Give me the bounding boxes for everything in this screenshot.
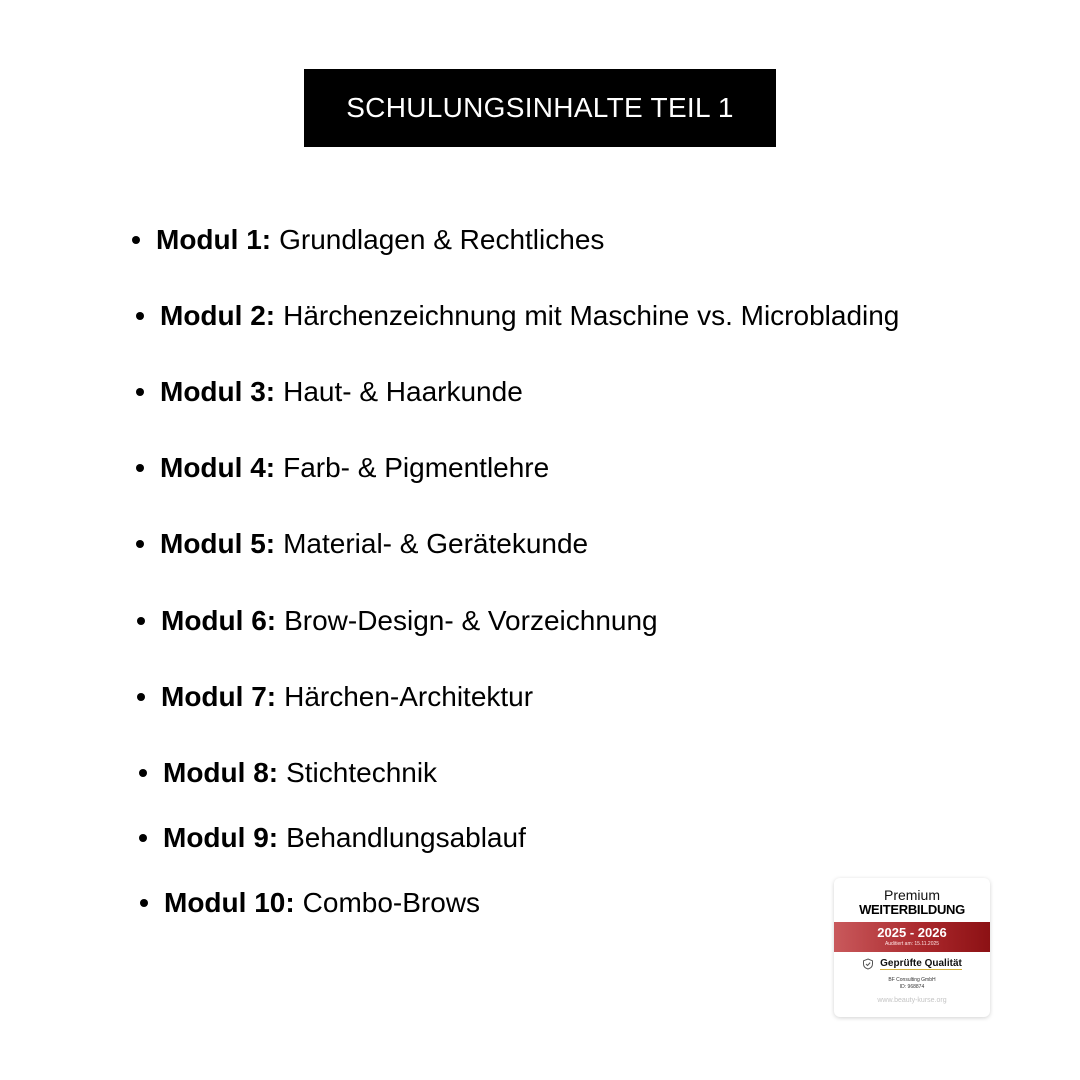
module-label: Modul 8: (163, 757, 279, 788)
module-list-item (140, 883, 480, 923)
badge-audit-date: Auditiert am: 15.11.2025 (884, 941, 940, 947)
badge-weiterbildung-label: WEITERBILDUNG (859, 902, 965, 917)
module-title: Farb- & Pigmentlehre (283, 452, 550, 483)
module-title: Grundlagen & Rechtliches (279, 224, 605, 255)
module-label: Modul 3: (160, 376, 276, 407)
badge-quality-row (834, 956, 990, 972)
module-list-item (136, 372, 523, 412)
badge-url: www.beauty-kurse.org (877, 997, 947, 1004)
module-label: Modul 6: (161, 605, 277, 636)
badge-id: ID: 968874 (899, 984, 925, 990)
module-list-item (139, 818, 526, 858)
shield-icon (862, 958, 874, 970)
page-title: SCHULUNGSINHALTE TEIL 1 (346, 92, 734, 123)
module-label: Modul 1: (156, 224, 272, 255)
module-label: Modul 4: (160, 452, 276, 483)
badge-year-band (834, 922, 990, 952)
quality-badge (834, 878, 990, 1017)
module-title: Combo-Brows (302, 887, 481, 918)
module-list-item (136, 296, 899, 336)
module-list-item (136, 448, 549, 488)
module-title: Material- & Gerätekunde (283, 528, 589, 559)
module-title: Haut- & Haarkunde (283, 376, 523, 407)
module-label: Modul 7: (161, 681, 277, 712)
bullet-icon (140, 899, 148, 907)
module-label: Modul 2: (160, 300, 276, 331)
bullet-icon (136, 464, 144, 472)
badge-quality-label: Geprüfte Qualität (880, 958, 962, 969)
bullet-icon (132, 236, 140, 244)
bullet-icon (136, 312, 144, 320)
module-list-item (137, 601, 658, 641)
module-list-item (137, 677, 533, 717)
module-label: Modul 5: (160, 528, 276, 559)
badge-years: 2025 - 2026 (877, 925, 947, 940)
bullet-icon (137, 617, 145, 625)
module-label: Modul 10: (164, 887, 295, 918)
module-title: Stichtechnik (286, 757, 438, 788)
module-title: Behandlungsablauf (286, 822, 526, 853)
module-title: Härchenzeichnung mit Maschine vs. Microblading (283, 300, 900, 331)
module-label: Modul 9: (163, 822, 279, 853)
bullet-icon (139, 769, 147, 777)
module-list-item (132, 220, 604, 260)
module-title: Härchen-Architektur (284, 681, 534, 712)
module-title: Brow-Design- & Vorzeichnung (284, 605, 658, 636)
badge-company: BF Consulting GmbH (888, 977, 936, 983)
bullet-icon (139, 834, 147, 842)
title-banner (304, 69, 776, 147)
module-list-item (136, 524, 588, 564)
badge-premium-label: Premium (883, 887, 940, 903)
bullet-icon (136, 540, 144, 548)
bullet-icon (136, 388, 144, 396)
bullet-icon (137, 693, 145, 701)
module-list-item (139, 753, 437, 793)
